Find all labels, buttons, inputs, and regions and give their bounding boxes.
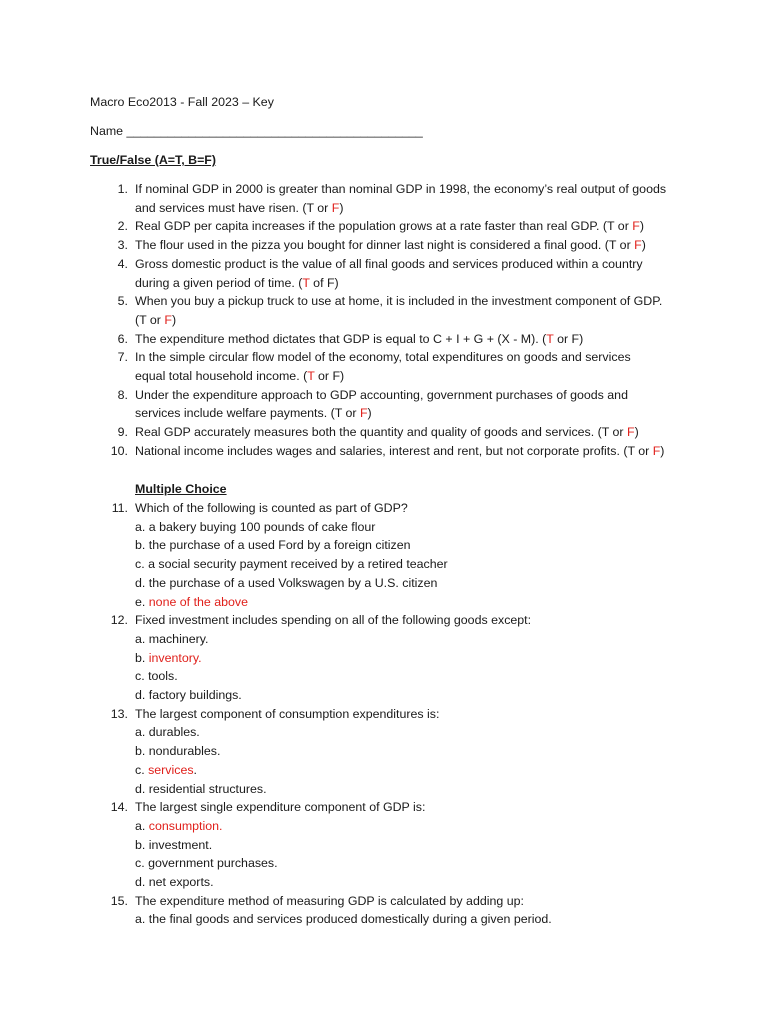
answer-option: a. machinery. [135,631,209,646]
answer-option: b. inventory. [135,650,202,665]
answer-option: c. government purchases. [135,856,278,871]
question-text: National income includes wages and salaries, interest and rent, but not corporate profits. (T or F) [135,443,665,458]
question-text: The expenditure method dictates that GDP is equal to C + I + G + (X - M). (T or F) [135,331,584,346]
answer-option: a. the final goods and services produced domestically during a given period. [135,912,552,927]
question-text: Real GDP per capita increases if the population grows at a rate faster than real GDP. (T or F) [135,219,644,234]
answer-option: d. residential structures. [135,781,267,796]
question-text: The flour used in the pizza you bought for dinner last night is considered a final good. (T or F) [135,238,646,253]
answer-key-mark: F [359,406,368,421]
answer-option: b. the purchase of a used Ford by a foreign citizen [135,538,411,553]
question-number: 2. [117,219,128,234]
answer-key-mark: consumption. [148,818,223,833]
answer-key-mark: none of the above [148,594,248,609]
question-text: equal total household income. (T or F) [135,369,345,383]
question-number: 11. [111,501,128,515]
answer-option: a. a bakery buying 100 pounds of cake flour [135,519,376,534]
question-text: (T or F) [135,312,177,327]
answer-option: b. nondurables. [135,744,221,759]
question-text: In the simple circular flow model of the economy, total expenditures on goods and services [135,350,631,365]
answer-key-mark: F [164,312,172,327]
question-text: Fixed investment includes spending on all of the following goods except: [135,613,532,628]
answer-option: c. tools. [135,669,178,684]
question-number: 14. [110,800,128,815]
question-text: Gross domestic product is the value of all final goods and services produced within a country [135,256,643,271]
question-text: Real GDP accurately measures both the quantity and quality of goods and services. (T or F) [135,425,639,440]
question-text: Under the expenditure approach to GDP accounting, government purchases of goods and [135,387,628,402]
question-text: and services must have risen. (T or F) [135,200,344,215]
answer-key-mark: services [148,762,194,777]
question-number: 3. [117,238,128,253]
question-number: 13. [110,706,128,721]
question-number: 1. [117,182,128,196]
answer-option: d. the purchase of a used Volkswagen by a U.S. citizen [135,575,438,590]
answer-key-mark: F [634,238,642,253]
answer-option: c. services. [135,762,197,777]
document-title: Macro Eco2013 - Fall 2023 – Key [90,95,274,109]
question-text: When you buy a pickup truck to use at home, it is included in the investment component of GDP. [135,294,663,309]
question-number: 15. [110,893,128,908]
answer-option: e. none of the above [135,594,248,609]
answer-key-mark: F [627,425,635,440]
answer-option: d. factory buildings. [135,688,242,702]
question-number: 5. [117,294,128,309]
answer-key-mark: T [307,369,315,383]
answer-option: a. durables. [135,725,200,740]
question-number: 8. [117,387,128,402]
answer-key-mark: T [546,331,554,346]
answer-key-mark: F [652,443,661,458]
question-number: 10. [110,443,128,458]
question-number: 6. [117,331,128,346]
question-text: The largest single expenditure component of GDP is: [135,800,426,815]
question-text: during a given period of time. (T of F) [135,275,339,290]
question-text: services include welfare payments. (T or F) [135,406,372,421]
answer-key-mark: T [302,275,310,290]
question-number: 9. [117,425,128,440]
answer-key-mark: F [632,219,640,234]
question-text: The largest component of consumption expenditures is: [135,706,440,721]
question-text: The expenditure method of measuring GDP is calculated by adding up: [135,893,524,908]
answer-option: a. consumption. [135,818,223,833]
true-false-heading: True/False (A=T, B=F) [90,153,217,167]
answer-key-mark: inventory. [148,650,202,665]
name-field-label: Name ___________________________________________ [90,124,423,138]
question-number: 4. [117,256,128,271]
question-text: Which of the following is counted as part of GDP? [135,501,408,515]
question-number: 12. [110,613,128,628]
multiple-choice-heading: Multiple Choice [135,482,227,496]
answer-key-mark: F [331,200,340,215]
answer-option: b. investment. [135,837,213,852]
question-text: If nominal GDP in 2000 is greater than nominal GDP in 1998, the economy’s real output of goods [135,182,667,196]
question-number: 7. [117,350,128,365]
answer-option: c. a social security payment received by a retired teacher [135,557,448,572]
answer-option: d. net exports. [135,875,214,889]
